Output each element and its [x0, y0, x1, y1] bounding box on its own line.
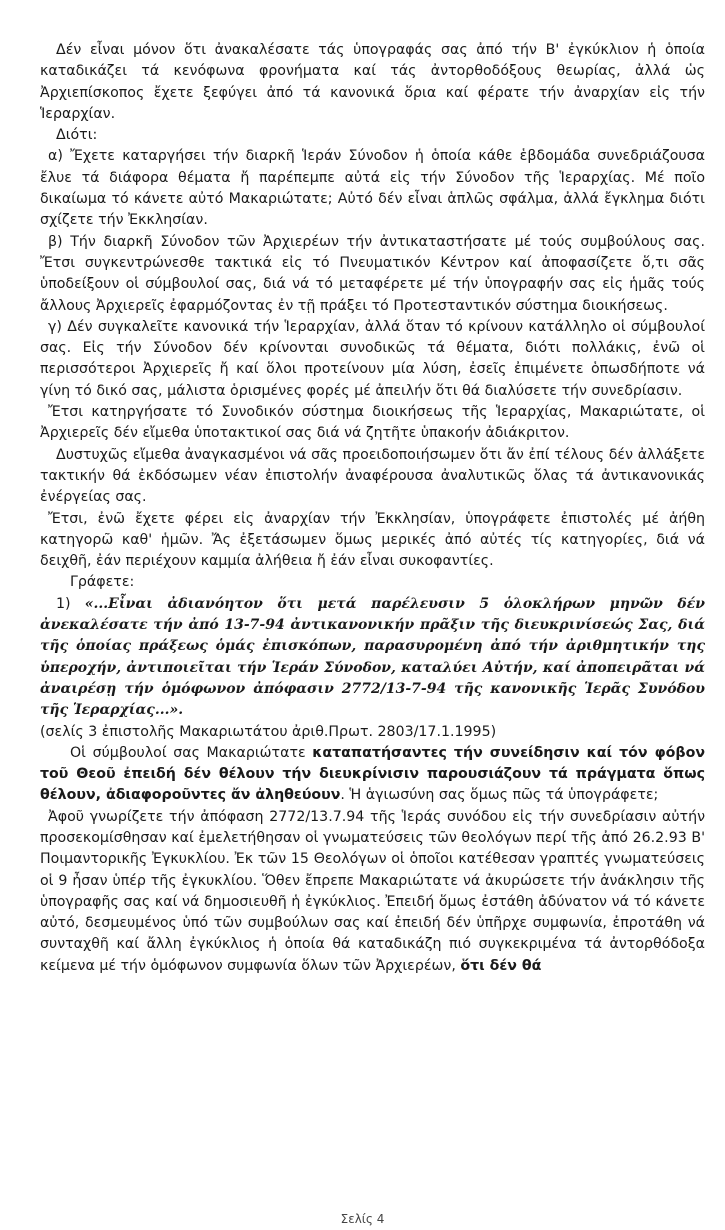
- decision-text: Ἀφοῦ γνωρίζετε τήν ἀπόφαση 2772/13.7.94 τῆς Ἱεράς συνόδου εἰς τήν συνεδρίασιν αὐτήν προσεκομίσθησαν καί ἐμελετήθησαν οἱ γνωματεύσεις τῶν θεολόγων περί τῆς ἀπό 26.2.93 Β' Ποιμαντορικῆς Ἐγκυκλίου. Ἐκ τῶν 15 Θεολόγων οἱ ὁποῖοι κατέθεσαν γραπτές γνωματεύσεις οἱ 9 ἦσαν ὑπέρ τῆς ἐγκυκλίου. Ὅθεν ἔπρεπε Μακαριώτατε νά ἀκυρώσετε τήν ἀνάκλησιν τῆς ὑπογραφῆς σας καί νά δημοσιευθῆ ἡ ἐγκύκλιος. Ἐπειδή ὅμως ἐστάθη ἀδύνατον νά τό κάνετε αὐτό, δεσμευμένος ὑπό τῶν συμβούλων σας καί ἐπειδή δέν ὑπῆρχε συμφωνία, ἐπροτάθη νά συνταχθῆ καί ἄλλη ἐγκύκλιος ἡ ὁποία θά καταδικάζη πιό συγκεκριμένα τά ἀντορθόδοξα κείμενα μέ τήν ὁμόφωνον συμφωνία ὅλων τῶν Ἀρχιερέων,: [40, 808, 705, 974]
- quote-citation: (σελίς 3 ἐπιστολῆς Μακαριωτάτου ἀριθ.Πρωτ. 2803/17.1.1995): [40, 723, 497, 740]
- advisors-emphasis: καταπατήσαντες τήν συνείδησιν καί τόν φόβον τοῦ Θεοῦ ἐπειδή δέν θέλουν τήν διευκρίνισιν παρουσιάζουν τά πράγματα ὅπως θέλουν, ἀδιαφοροῦντες ἄν ἀληθεύουν: [40, 744, 705, 804]
- paragraph-accusations: Ἔτσι, ἐνῶ ἔχετε φέρει εἰς ἀναρχίαν τήν Ἐκκλησίαν, ὑπογράφετε ἐπιστολές μέ ἀήθη κατηγορῶ καθ' ἡμῶν. Ἄς ἐξετάσωμεν ὅμως μερικές ἀπό αὐτές τίς κατηγορίες, διά νά δειχθῆ, ἐάν περιέχουν καμμία ἀλήθεια ἤ ἐάν εἶναι συκοφαντίες.: [40, 510, 705, 570]
- quoted-passage: [40, 594, 705, 722]
- advisors-tail: . Ἡ ἁγιωσύνη σας ὅμως πῶς τά ὑπογράφετε;: [340, 787, 659, 804]
- paragraph-you-write: Γράφετε:: [70, 574, 135, 591]
- paragraph-synodal-system: Ἔτσι κατηργήσατε τό Συνοδικόν σύστημα διοικήσεως τῆς Ἱεραρχίας, Μακαριώτατε, οἱ Ἀρχιερεῖς δέν εἴμεθα ὑποτακτικοί σας διά νά ζητῆτε ὑπακοήν ἀδιάκριτον.: [40, 404, 705, 442]
- paragraph-decision-2772: [40, 807, 705, 977]
- decision-emphasis: ὅτι δέν θά: [460, 957, 542, 974]
- page-number: Σελίς 4: [340, 1212, 385, 1226]
- quote-text: «...Εἶναι ἀδιανόητον ὅτι μετά παρέλευσιν 5 ὁλοκλήρων μηνῶν δέν ἀνεκαλέσατε τήν ἀπό 13-7-94 ἀντικανονικήν πρᾶξιν τῆς διευκρινίσεώς Σας, διά τῆς ὁποίας πράξεως ὁμάς ἐπισκόπων, παρασυρομένη ἀπό τήν ἀριθμητικήν της ὑπεροχήν, ἀντιποιεῖται τήν Ἱεράν Σύνοδον, καταλύει Αὐτήν, καί ἀποπειρᾶται νά ἀναιρέσῃ τήν ὁμόφωνον ἀπόφασιν 2772/13-7-94 τῆς κανονικῆς Ἱερᾶς Συνόδου τῆς Ἱεραρχίας...».: [40, 595, 705, 719]
- paragraph-point-a: α) Ἔχετε καταργήσει τήν διαρκῆ Ἱεράν Σύνοδον ἡ ὁποία κάθε ἑβδομάδα συνεδριάζουσα ἔλυε τά διάφορα θέματα ἤ παρέπεμπε αὐτά εἰς τήν Σύνοδον τῆς Ἱεραρχίας. Μέ ποῖο δικαίωμα τό κάνετε αὐτό Μακαριώτατε; Αὐτό δέν εἶναι ἁπλῶς σφάλμα, ἀλλά ἔγκλημα διότι σχίζετε τήν Ἐκκλησίαν.: [40, 148, 705, 229]
- paragraph-point-b: β) Τήν διαρκῆ Σύνοδον τῶν Ἀρχιερέων τήν ἀντικαταστήσατε μέ τούς συμβούλους σας. Ἔτσι συγκεντρώνεσθε τακτικά εἰς τό Πνευματικόν Κέντρον καί ἀποφασίζετε ὅ,τι σᾶς ὑποδείξουν οἱ σύμβουλοί σας, διά νά τό μεταφέρετε μέ τήν ὑπογραφήν σας εἰς ἡμᾶς τούς ἄλλους Ἀρχιερεῖς ἐφαρμόζοντας ἐν τῇ πράξει τό Προτεσταντικόν σύστημα διοικήσεως.: [40, 233, 705, 314]
- advisors-lead: Οἱ σύμβουλοί σας Μακαριώτατε: [70, 744, 313, 761]
- paragraph-because: Διότι:: [56, 127, 98, 144]
- paragraph-advisors: [40, 743, 705, 807]
- paragraph-signatures-revoked: Δέν εἶναι μόνον ὅτι ἀνακαλέσατε τάς ὑπογραφάς σας ἀπό τήν Β' ἐγκύκλιον ἡ ὁποία καταδικάζει τά κενόφωνα φρονήματα καί τάς ἀντορθοδόξους θεωρίας, ἀλλά ὡς Ἀρχιεπίσκοπος ἔχετε ξεφύγει ἀπό τά κανονικά ὅρια καί φέρατε τήν ἀναρχίαν εἰς τήν Ἱεραρχίαν.: [40, 42, 705, 122]
- quote-number: 1): [56, 595, 71, 612]
- paragraph-warning: Δυστυχῶς εἴμεθα ἀναγκασμένοι νά σᾶς προειδοποιήσωμεν ὅτι ἄν ἐπί τέλους δέν ἀλλάξετε τακτικήν θά ἐκδόσωμεν νέαν ἐπιστολήν ἀναφέρουσα ἀναλυτικῶς ὅλας τά ἀντικανονικάς ἐνέργείας σας.: [40, 446, 705, 506]
- paragraph-point-c: γ) Δέν συγκαλεῖτε κανονικά τήν Ἱεραρχίαν, ἀλλά ὅταν τό κρίνουν κατάλληλο οἱ σύμβουλοί σας. Εἰς τήν Σύνοδον δέν κρίνονται συνοδικῶς τά θέματα, διότι πολλάκις, ἐνῶ οἱ περισσότεροι Ἀρχιερεῖς ἤ καί ὅλοι προτείνουν μία λύση, ἐσεῖς ἐπιμένετε ὁπωσδήποτε νά γίνη τό δικό σας, μάλιστα ὁρισμένες φορές μέ ἀπειλήν ὅτι θά διαλύσετε τήν συνεδρίασιν.: [40, 318, 705, 399]
- letter-body: [40, 40, 705, 977]
